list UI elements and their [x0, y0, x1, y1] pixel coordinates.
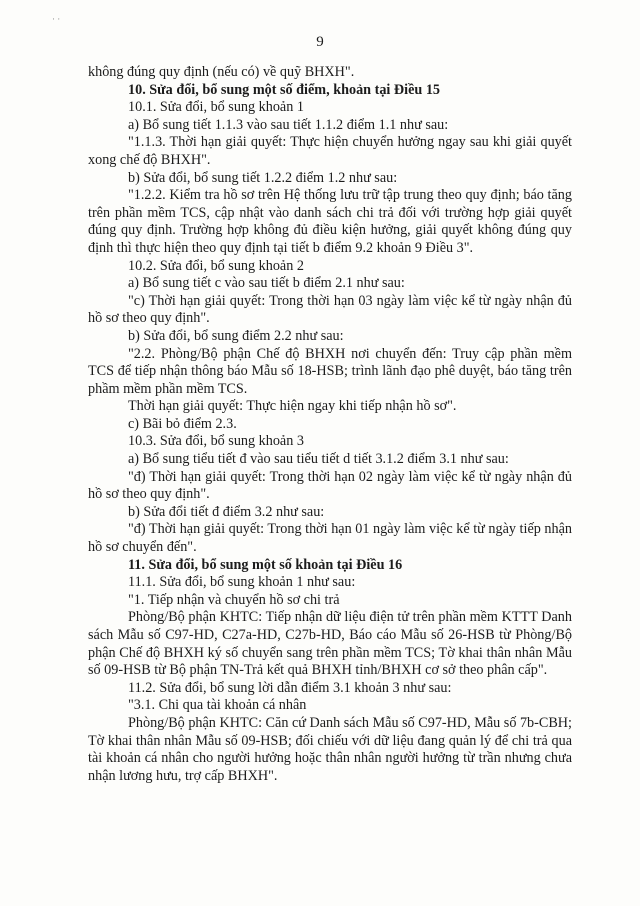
paragraph: b) Sửa đổi, bổ sung điểm 2.2 như sau: — [128, 327, 344, 344]
document-body — [88, 64, 572, 785]
section-heading: 10. Sửa đổi, bổ sung một số điểm, khoản tại Điều 15 — [128, 81, 441, 98]
paragraph: "đ) Thời hạn giải quyết: Trong thời hạn 01 ngày làm việc kể từ ngày tiếp nhận hồ sơ chuyển đến". — [88, 521, 572, 556]
paragraph: 11.2. Sửa đổi, bổ sung lời dẫn điểm 3.1 khoản 3 như sau: — [128, 679, 452, 696]
paragraph: "1.1.3. Thời hạn giải quyết: Thực hiện chuyển hưởng ngay sau khi giải quyết xong chế độ BHXH". — [88, 134, 572, 168]
paragraph: "1.2.2. Kiểm tra hồ sơ trên Hệ thống lưu trữ tập trung theo quy định; báo tăng trên phần mềm TCS, cập nhật vào danh sách chi trả đối với trường hợp giải quyết đúng quy định. Trường hợp không đủ điều kiện hưởng, giải quyết không đúng quy định thì thực hiện theo quy định tại tiết b điểm 9.2 khoản 9 Điều 3". — [88, 187, 572, 256]
paragraph: Phòng/Bộ phận KHTC: Tiếp nhận dữ liệu điện tử trên phần mềm KTTT Danh sách Mẫu số C97-HD, C27a-HD, C27b-HD, Báo cáo Mẫu số 26-HSB từ Phòng/Bộ phận Chế độ BHXH ký số chuyển sang trên phần mềm TCS; Tờ khai thân nhân Mẫu số 09-HSB từ Bộ phận TN-Trả kết quả BHXH tỉnh/BHXH cơ sở theo phân cấp". — [88, 609, 572, 679]
section-heading: 11. Sửa đổi, bổ sung một số khoản tại Điều 16 — [128, 556, 403, 573]
page-number: 9 — [316, 34, 324, 50]
paragraph: a) Bổ sung tiết c vào sau tiết b điểm 2.1 như sau: — [128, 275, 405, 292]
paragraph: "1. Tiếp nhận và chuyển hồ sơ chi trả — [128, 591, 340, 608]
paragraph: Phòng/Bộ phận KHTC: Căn cứ Danh sách Mẫu số C97-HD, Mẫu số 7b-CBH; Tờ khai thân nhân Mẫu số 09-HSB; đối chiếu với dữ liệu đang quản lý để chi trả qua tài khoản cá nhân cho người hưởng hoặc thân nhân người hưởng từ trần nhưng chưa nhận lương hưu, trợ cấp BHXH". — [88, 714, 572, 784]
paragraph: 10.1. Sửa đổi, bổ sung khoản 1 — [128, 99, 304, 116]
paragraph: 10.3. Sửa đổi, bổ sung khoản 3 — [128, 433, 304, 450]
paragraph: b) Sửa đổi tiết đ điểm 3.2 như sau: — [128, 503, 325, 520]
paragraph: a) Bổ sung tiết 1.1.3 vào sau tiết 1.1.2 điểm 1.1 như sau: — [128, 116, 449, 133]
paragraph: 11.1. Sửa đổi, bổ sung khoản 1 như sau: — [128, 574, 356, 591]
paragraph: "3.1. Chi qua tài khoản cá nhân — [128, 697, 307, 714]
scan-artifact: · · — [52, 14, 61, 24]
paragraph: không đúng quy định (nếu có) về quỹ BHXH". — [88, 64, 355, 80]
paragraph: a) Bổ sung tiểu tiết đ vào sau tiểu tiết d tiết 3.1.2 điểm 3.1 như sau: — [128, 451, 509, 468]
paragraph: 10.2. Sửa đổi, bổ sung khoản 2 — [128, 257, 304, 274]
paragraph: c) Bãi bỏ điểm 2.3. — [128, 415, 237, 432]
paragraph: b) Sửa đổi, bổ sung tiết 1.2.2 điểm 1.2 như sau: — [128, 169, 398, 186]
paragraph: "2.2. Phòng/Bộ phận Chế độ BHXH nơi chuyển đến: Truy cập phần mềm TCS để tiếp nhận thông báo Mẫu số 18-HSB; trình lãnh đạo phê duyệt, báo tăng trên phầm mềm phần mềm TCS. — [88, 345, 572, 397]
paragraph: "đ) Thời hạn giải quyết: Trong thời hạn 02 ngày làm việc kể từ ngày nhận đủ hồ sơ theo quy định". — [88, 468, 572, 503]
paragraph: "c) Thời hạn giải quyết: Trong thời hạn 03 ngày làm việc kể từ ngày nhận đủ hồ sơ theo quy định". — [88, 292, 572, 327]
paragraph: Thời hạn giải quyết: Thực hiện ngay khi tiếp nhận hồ sơ". — [128, 398, 457, 415]
